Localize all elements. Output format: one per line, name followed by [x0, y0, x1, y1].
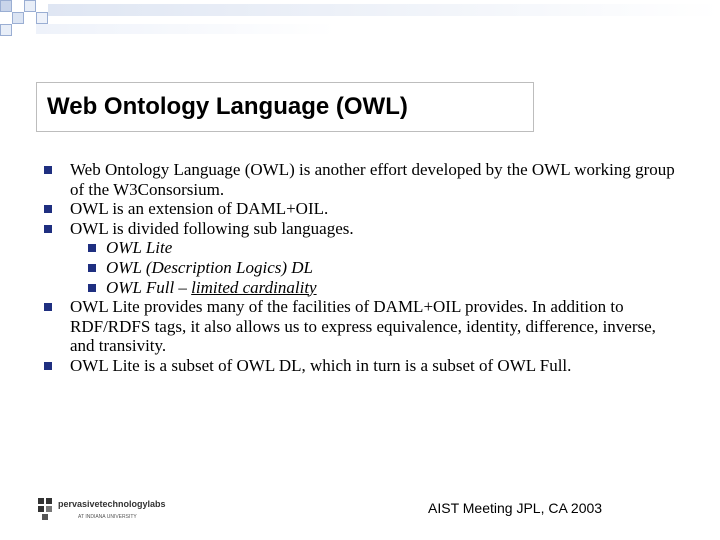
decor-gradient-bar — [48, 4, 720, 16]
bullet-item — [44, 199, 684, 219]
sub-bullet-item — [44, 278, 684, 298]
logo-text-main: pervasivetechnologylabs — [58, 499, 166, 509]
sub-bullet-text: OWL Full – — [106, 277, 192, 297]
square-bullet-icon — [44, 362, 52, 370]
square-bullet-icon — [88, 264, 96, 272]
bullet-item — [44, 160, 684, 199]
bullet-list — [44, 160, 684, 376]
bullet-item — [44, 219, 684, 239]
sub-bullet-text: OWL Lite — [106, 238, 173, 258]
decor-gradient-bar — [36, 24, 336, 34]
decor-square — [12, 12, 24, 24]
square-bullet-icon — [44, 166, 52, 174]
logo-graphic — [38, 496, 198, 524]
logo-text-sub: AT INDIANA UNIVERSITY — [78, 514, 137, 520]
decor-square — [0, 0, 12, 12]
decor-square — [24, 0, 36, 12]
bullet-item — [44, 297, 684, 356]
decorative-header-squares — [0, 0, 720, 40]
bullet-text: OWL is an extension of DAML+OIL. — [70, 199, 329, 219]
slide-title: Web Ontology Language (OWL) — [47, 93, 408, 120]
sub-bullet-item — [44, 258, 684, 278]
square-bullet-icon — [44, 225, 52, 233]
square-bullet-icon — [88, 284, 96, 292]
sub-bullet-underlined-text: limited cardinality — [191, 277, 317, 297]
title-box — [36, 82, 534, 132]
sub-bullet-item — [44, 238, 684, 258]
square-bullet-icon — [88, 244, 96, 252]
bullet-text: OWL Lite provides many of the facilities of DAML+OIL provides. In addition to RDF/RDFS tags, it also allows us to express equivalence, identity, difference, inverse, and transivity. — [70, 297, 656, 356]
pervasive-technology-labs-logo — [38, 496, 198, 524]
bullet-text: Web Ontology Language (OWL) is another effort developed by the OWL working group of the W3Consorsium. — [70, 160, 675, 199]
square-bullet-icon — [44, 303, 52, 311]
decor-square — [36, 12, 48, 24]
square-bullet-icon — [44, 205, 52, 213]
decor-square — [0, 24, 12, 36]
footer-text: AIST Meeting JPL, CA 2003 — [428, 500, 603, 516]
bullet-item — [44, 356, 684, 376]
sub-bullet-text: OWL (Description Logics) DL — [106, 257, 313, 277]
bullet-text: OWL Lite is a subset of OWL DL, which in turn is a subset of OWL Full. — [70, 355, 572, 375]
bullet-text: OWL is divided following sub languages. — [70, 218, 354, 238]
